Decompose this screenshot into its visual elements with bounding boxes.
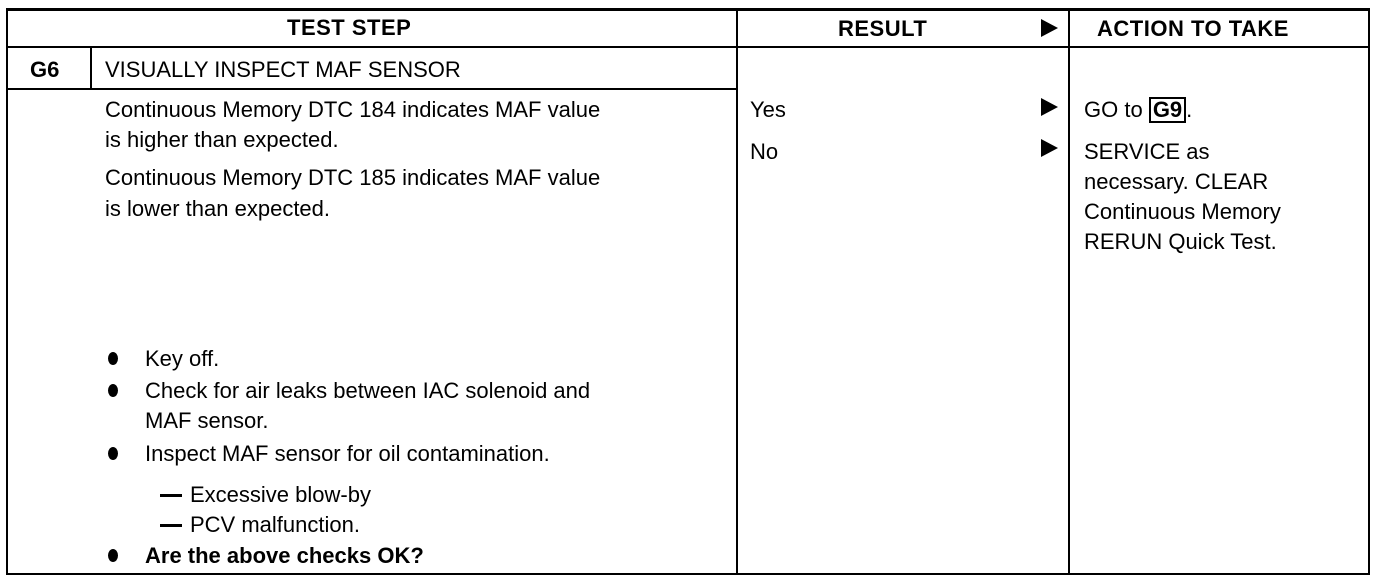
dash-icon xyxy=(160,494,182,497)
step-id: G6 xyxy=(30,57,60,82)
goto-step-link[interactable]: G9 xyxy=(1149,97,1186,123)
action-no-line1: SERVICE as xyxy=(1084,139,1210,164)
bullet-icon xyxy=(108,447,118,460)
action-yes-suffix: . xyxy=(1186,97,1193,122)
sub-item-2: PCV malfunction. xyxy=(190,512,360,537)
header-test-step: TEST STEP xyxy=(287,15,412,40)
action-no-line2: necessary. CLEAR xyxy=(1084,169,1269,194)
bullet-icon xyxy=(108,549,118,562)
header-action-to-take: ACTION TO TAKE xyxy=(1097,16,1289,41)
header-divider xyxy=(6,46,1370,48)
header-result: RESULT xyxy=(838,16,928,41)
test-step-divider xyxy=(736,8,738,575)
result-yes-arrow-icon xyxy=(1041,98,1058,116)
bullet-icon xyxy=(108,352,118,365)
action-no-line4: RERUN Quick Test. xyxy=(1084,229,1277,254)
bullet-icon xyxy=(108,384,118,397)
description-para2-line1: Continuous Memory DTC 185 indicates MAF value xyxy=(105,165,601,190)
description-para2-line2: is lower than expected. xyxy=(105,196,331,221)
result-no-arrow-icon xyxy=(1041,139,1058,157)
header-arrow-icon xyxy=(1041,19,1058,37)
sub-item-1: Excessive blow-by xyxy=(190,482,371,507)
check-item-1: Key off. xyxy=(145,346,220,371)
table-border-right xyxy=(1368,8,1370,575)
step-title-underline xyxy=(6,88,738,90)
description-para1-line2: is higher than expected. xyxy=(105,127,339,152)
step-id-divider xyxy=(90,48,92,88)
check-item-2-line2: MAF sensor. xyxy=(145,408,269,433)
table-border-top xyxy=(6,8,1370,11)
result-no: No xyxy=(750,139,779,164)
table-border-bottom xyxy=(6,573,1370,575)
description-para1-line1: Continuous Memory DTC 184 indicates MAF value xyxy=(105,97,601,122)
check-item-3: Inspect MAF sensor for oil contamination. xyxy=(145,441,550,466)
table-border-left xyxy=(6,8,8,575)
step-title: VISUALLY INSPECT MAF SENSOR xyxy=(105,57,461,82)
check-question: Are the above checks OK? xyxy=(145,543,424,568)
action-divider xyxy=(1068,8,1070,575)
result-yes: Yes xyxy=(750,97,786,122)
step-id-underline xyxy=(6,88,92,90)
dash-icon xyxy=(160,524,182,527)
action-yes xyxy=(1084,97,1192,123)
action-no-line3: Continuous Memory xyxy=(1084,199,1281,224)
action-yes-prefix: GO to xyxy=(1084,97,1143,122)
check-item-2-line1: Check for air leaks between IAC solenoid and xyxy=(145,378,591,403)
